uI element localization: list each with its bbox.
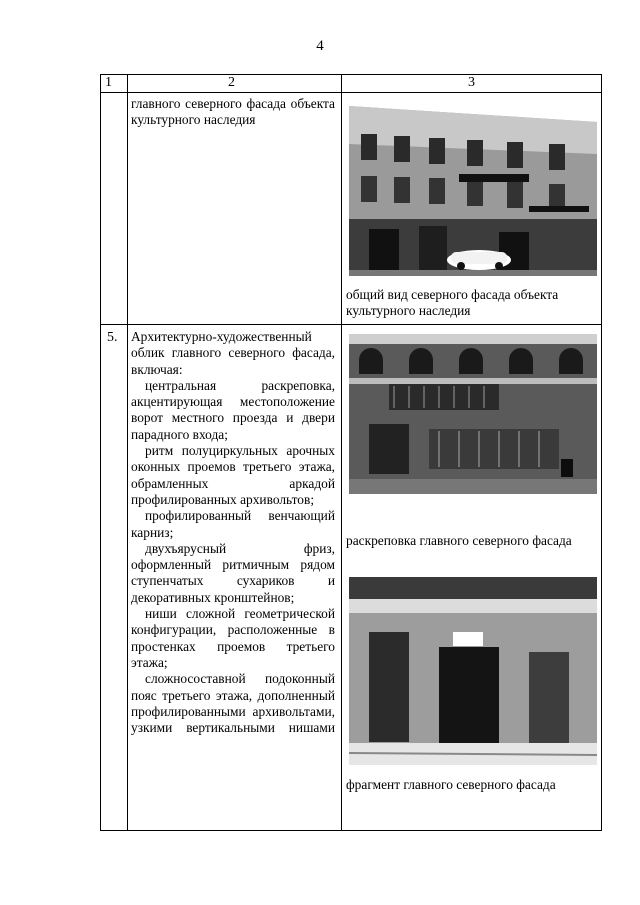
row-number: 5.	[107, 330, 118, 345]
row5-item-4: двухъярусный фриз, оформленный ритмичным рядом ступенчатых сухариков и декоративных кронштейнов;	[131, 540, 335, 605]
heritage-table	[100, 74, 602, 831]
row-cont-text: главного северного фасада объекта культурного наследия	[131, 96, 335, 128]
facade-projection-photo	[349, 334, 597, 494]
column-header-1: 1	[105, 75, 112, 90]
row5-item-5: ниши сложной геометрической конфигурации, расположенные в простенках проемов третьего этажа;	[131, 606, 335, 670]
row5-item-6: сложносоставной подоконный пояс третьего этажа, дополненный профилированными архивольтами, узкими вертикальными нишами	[131, 671, 335, 736]
row-divider	[100, 324, 602, 325]
row5-item-2: ритм полуциркульных арочных оконных проемов третьего этажа, обрамленных аркадой профилированных архивольтов;	[131, 443, 335, 507]
facade-general-caption: общий вид северного фасада объекта культурного наследия	[346, 287, 559, 319]
facade-fragment-photo	[349, 577, 597, 765]
column-divider-1	[127, 74, 128, 831]
column-header-3: 3	[468, 75, 475, 90]
column-header-2: 2	[228, 75, 235, 90]
table-border-bottom	[100, 830, 602, 831]
page-number: 4	[316, 38, 324, 54]
header-row-divider	[100, 92, 602, 93]
facade-fragment-caption: фрагмент главного северного фасада	[346, 777, 556, 792]
row5-item-3: профилированный венчающий карниз;	[131, 508, 335, 540]
row5-item-1: центральная раскреповка, акцентирующая местоположение ворот местного проезда и двери парадного входа;	[131, 377, 335, 442]
facade-projection-caption: раскреповка главного северного фасада	[346, 533, 572, 548]
table-border-right	[601, 74, 602, 831]
column-divider-2	[341, 74, 342, 831]
row5-description	[131, 329, 335, 736]
table-border-left	[100, 74, 101, 831]
table-border-top	[100, 74, 602, 75]
row5-intro: Архитектурно-художественный облик главного северного фасада, включая:	[131, 329, 335, 377]
facade-general-photo	[349, 94, 597, 276]
row-cont-description	[131, 96, 335, 129]
